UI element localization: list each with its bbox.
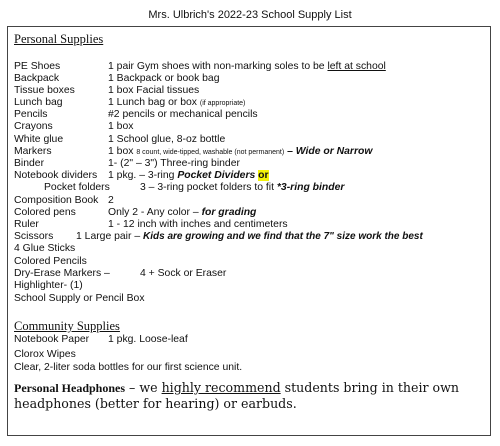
list-item: 4 + Sock or Eraser xyxy=(140,268,227,279)
list-item: Clorox Wipes xyxy=(14,349,76,360)
item-value: 1 - 12 inch with inches and centimeters xyxy=(108,219,288,230)
item-value: 1 School glue, 8-oz bottle xyxy=(108,134,226,145)
item-label: Backpack xyxy=(14,73,60,84)
item-label: Markers xyxy=(14,146,52,157)
item-value: 1 Lunch bag or box (if appropriate) xyxy=(108,97,246,108)
item-value: 1 Backpack or book bag xyxy=(108,73,220,84)
item-value: 1 Large pair – Kids are growing and we find that the 7" size work the best xyxy=(76,231,423,242)
item-label: Scissors xyxy=(14,231,54,242)
item-label: White glue xyxy=(14,134,64,145)
item-label: PE Shoes xyxy=(14,61,61,72)
headphones-note: Personal Headphones – we highly recommend students bring in their own headphones (better for hearing) or earbuds. xyxy=(14,380,460,411)
list-item: Dry-Erase Markers – xyxy=(14,268,110,279)
list-item: Highlighter- (1) xyxy=(14,280,83,291)
item-value: 2 xyxy=(108,195,114,206)
personal-supplies-heading: Personal Supplies xyxy=(14,32,104,46)
item-label: Crayons xyxy=(14,121,53,132)
item-label: Notebook Paper xyxy=(14,334,90,345)
item-value: 1 pair Gym shoes with non-marking soles to be left at school xyxy=(108,61,386,72)
item-label: Lunch bag xyxy=(14,97,63,108)
item-value: 3 – 3-ring pocket folders to fit *3-ring binder xyxy=(140,182,345,193)
item-label: Pocket folders xyxy=(44,182,110,193)
item-value: 1 box Facial tissues xyxy=(108,85,200,96)
item-value: 1 pkg. Loose-leaf xyxy=(108,334,188,345)
list-item: 4 Glue Sticks xyxy=(14,243,76,254)
item-label: Pencils xyxy=(14,109,48,120)
item-value: Only 2 - Any color – for grading xyxy=(108,207,257,218)
item-value: 1 pkg. – 3-ring Pocket Dividers or xyxy=(108,170,269,181)
item-label: Composition Book xyxy=(14,195,99,206)
item-value: 1 box xyxy=(108,121,134,132)
item-value: 1 box 8 count, wide-tipped, washable (not permanent) – Wide or Narrow xyxy=(108,146,373,157)
community-supplies-heading: Community Supplies xyxy=(14,319,120,333)
item-value: 1- (2" – 3") Three-ring binder xyxy=(108,158,240,169)
item-label: Ruler xyxy=(14,219,39,230)
emphasis-text: highly recommend xyxy=(161,380,281,395)
page-title: Mrs. Ulbrich's 2022-23 School Supply List xyxy=(148,9,352,21)
list-item: Colored Pencils xyxy=(14,256,87,267)
list-item: School Supply or Pencil Box xyxy=(14,293,145,304)
item-label: Notebook dividers xyxy=(14,170,98,181)
item-label: Binder xyxy=(14,158,45,169)
list-item: Clear, 2-liter soda bottles for our first science unit. xyxy=(14,362,243,373)
item-label: Tissue boxes xyxy=(14,85,75,96)
item-value: #2 pencils or mechanical pencils xyxy=(108,109,258,120)
headphones-lead: Personal Headphones xyxy=(14,381,126,395)
item-label: Colored pens xyxy=(14,207,76,218)
